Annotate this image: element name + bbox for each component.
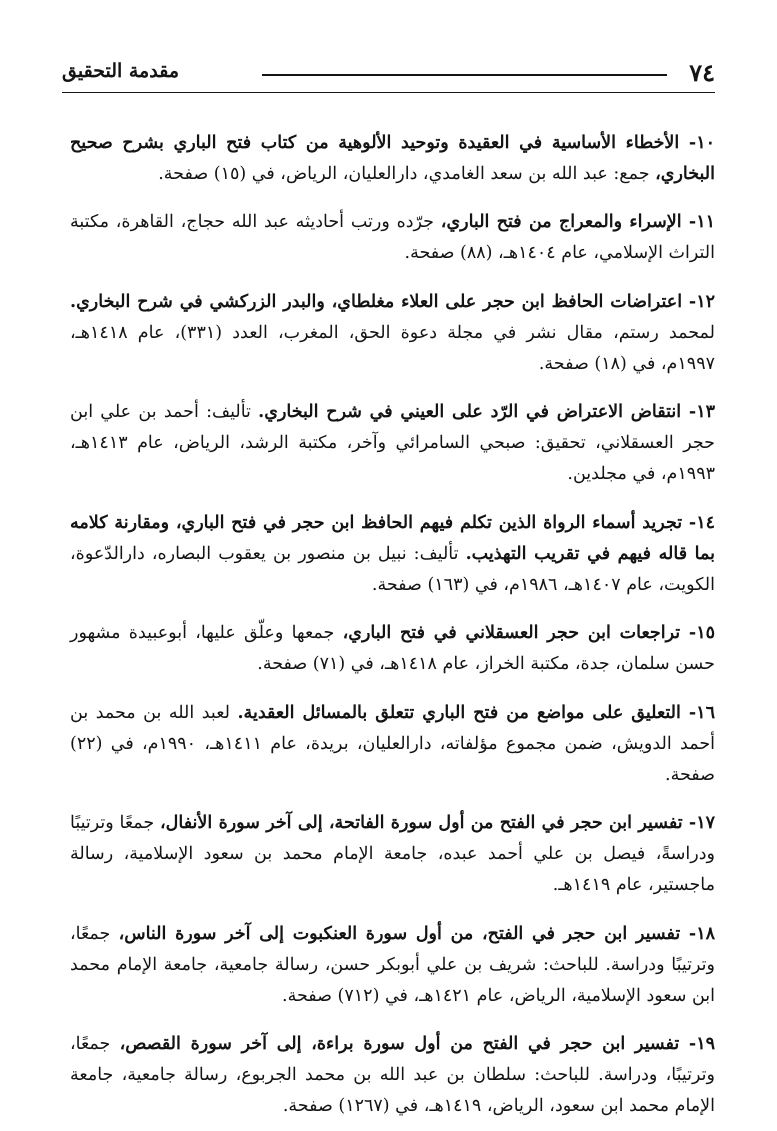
entry-title: ١٤- تجريد أسماء الرواة الذين تكلم فيهم الحافظ ابن حجر في فتح الباري، ومقارنة كلامه بما قاله فيهم في تقريب التهذيب. (70, 512, 715, 564)
entry-title: ١٠- الأخطاء الأساسية في العقيدة وتوحيد الألوهية من كتاب فتح الباري بشرح صحيح البخاري، (70, 132, 715, 184)
entry-title: ١٣- انتقاض الاعتراض في الرّد على العيني في شرح البخاري. (258, 402, 715, 422)
entry-body: جمعًا، وترتيبًا ودراسة. للباحث: شريف بن علي أبوبكر حسن، رسالة جامعية، جامعة الإمام محمد ابن سعود الإسلامية، الرياض، عام ١٤٢١هـ، في (٧١٢) صفحة. (70, 923, 715, 1006)
entry-body: جرّده ورتب أحاديثه عبد الله حجاج، القاهرة، مكتبة التراث الإسلامي، عام ١٤٠٤هـ، (٨٨) صفحة. (70, 212, 715, 263)
list-item (70, 287, 715, 380)
list-item (70, 1029, 715, 1122)
bibliography-list (70, 110, 715, 1131)
header-underline (62, 92, 715, 93)
entry-title: ١٨- تفسير ابن حجر في الفتح، من أول سورة العنكبوت إلى آخر سورة الناس، (118, 923, 716, 944)
list-item (70, 128, 715, 190)
entry-title: ١٥- تراجعات ابن حجر العسقلاني في فتح الباري، (342, 623, 716, 643)
list-item (70, 397, 715, 490)
entry-body: جمعًا، وترتيبًا، ودراسة. للباحث: سلطان بن عبد الله بن محمد الجربوع، رسالة جامعية، جامعة الإمام محمد ابن سعود، الرياض، ١٤١٩هـ، في (١٢٦٧) صفحة. (70, 1034, 715, 1116)
page-header (62, 58, 715, 94)
entry-body: لمحمد رستم، مقال نشر في مجلة دعوة الحق، المغرب، العدد (٣٣١)، عام ١٤١٨هـ، ١٩٩٧م، في (١٨) صفحة. (70, 322, 715, 374)
list-item (70, 508, 715, 601)
entry-body: تأليف: نبيل بن منصور بن يعقوب البصاره، دارالدّعوة، الكويت، عام ١٤٠٧هـ، ١٩٨٦م، في (١٦٣) صفحة. (70, 543, 715, 595)
list-item (70, 808, 715, 901)
entry-body: جمع: عبد الله بن سعد الغامدي، دارالعليان، الرياض، في (١٥) صفحة. (158, 163, 656, 184)
list-item (70, 698, 715, 791)
entry-body: جمعها وعلّق عليها، أبوعبيدة مشهور حسن سلمان، جدة، مكتبة الخراز، عام ١٤١٨هـ، في (٧١) صفحة. (70, 623, 715, 674)
entry-body: جمعًا وترتيبًا ودراسةً، فيصل بن علي أحمد عبده، جامعة الإمام محمد بن سعود الإسلامية، رسالة ماجستير، عام ١٤١٩هـ. (70, 813, 715, 895)
entry-body: لعبد الله بن محمد بن أحمد الدويش، ضمن مجموع مؤلفاته، دارالعليان، بريدة، عام ١٤١١هـ، ١٩٩٠م، في (٢٢) صفحة. (70, 702, 715, 785)
list-item (70, 618, 715, 680)
entry-title: ١٦- التعليق على مواضع من فتح الباري تتعلق بالمسائل العقدية. (237, 702, 715, 723)
header-rule (262, 74, 667, 76)
entry-title: ١٩- تفسير ابن حجر في الفتح من أول سورة براءة، إلى آخر سورة القصص، (119, 1034, 715, 1054)
entry-body: تأليف: أحمد بن علي ابن حجر العسقلاني، تحقيق: صبحي السامرائي وآخر، مكتبة الرشد، الرياض، عام ١٤١٣هـ، ١٩٩٣م، في مجلدين. (70, 402, 715, 484)
list-item (70, 919, 715, 1012)
running-title: مقدمة التحقيق (62, 60, 179, 82)
list-item (70, 207, 715, 269)
entry-title: ١٢- اعتراضات الحافظ ابن حجر على العلاء مغلطاي، والبدر الزركشي في شرح البخاري. (70, 291, 715, 312)
entry-title: ١١- الإسراء والمعراج من فتح الباري، (440, 212, 715, 232)
page-number: ٧٤ (689, 58, 715, 87)
entry-title: ١٧- تفسير ابن حجر في الفتح من أول سورة الفاتحة، إلى آخر سورة الأنفال، (160, 813, 715, 833)
